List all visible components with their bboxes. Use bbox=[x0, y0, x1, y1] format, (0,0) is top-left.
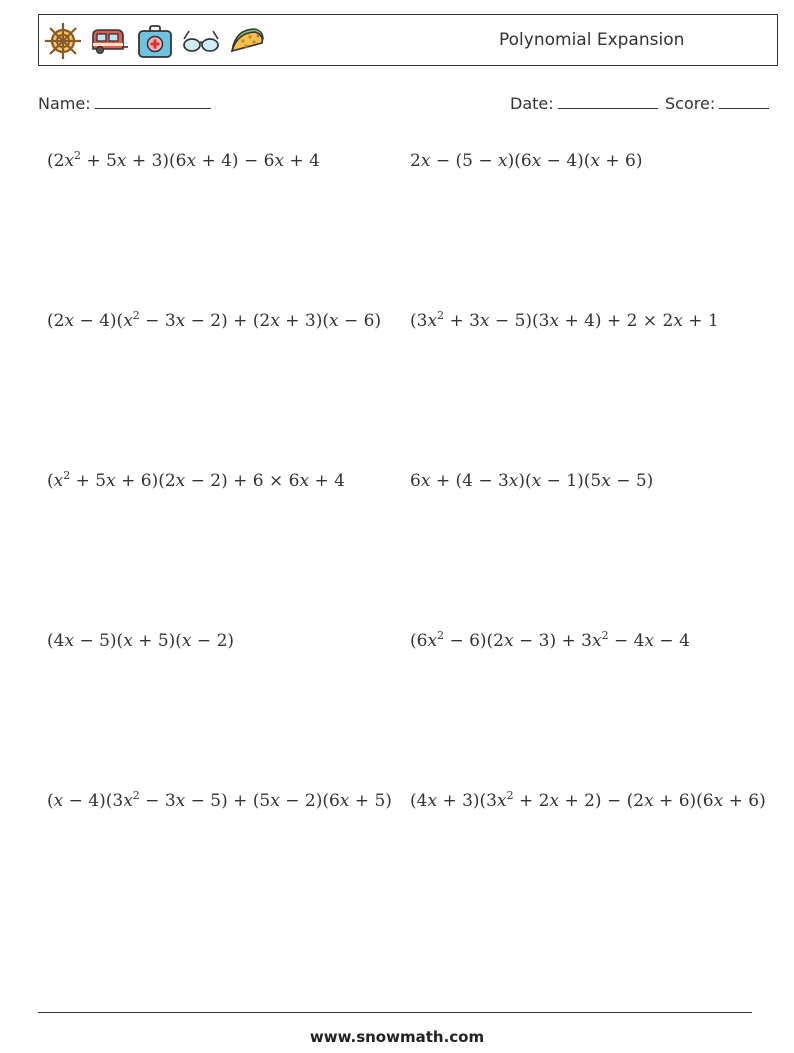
score-blank[interactable] bbox=[719, 92, 769, 109]
problem-7: (4x − 5)(x + 5)(x − 2) bbox=[47, 631, 235, 651]
header-box bbox=[38, 14, 778, 66]
problem-8: $(6x^2 - 6)(2x - 3) + 3x^2 - 4x - 4$ bbox=[410, 629, 690, 651]
date-label: Date: bbox=[510, 94, 554, 113]
problem-6: 6x + (4 − 3x)(x − 1)(5x − 5) bbox=[410, 471, 654, 491]
problem-2: 2x − (5 − x)(6x − 4)(x + 6) bbox=[410, 151, 643, 171]
ship-wheel-icon bbox=[43, 21, 83, 61]
problem-9: $(x - 4)(3x^2 - 3x - 5) + (5x - 2)(6x + 5)$ bbox=[47, 789, 392, 811]
date-field[interactable] bbox=[510, 92, 658, 113]
worksheet-title: Polynomial Expansion bbox=[499, 30, 685, 50]
problem-3: $(2x - 4)(x^2 - 3x - 2) + (2x + 3)(x - 6)$ bbox=[47, 309, 382, 331]
taco-icon bbox=[227, 21, 267, 61]
footer-site: www.snowmath.com bbox=[309, 1028, 485, 1046]
name-label: Name: bbox=[38, 94, 91, 113]
problem-10: $(4x + 3)(3x^2 + 2x + 2) - (2x + 6)(6x + 6)$ bbox=[410, 789, 766, 811]
header-icons bbox=[43, 21, 267, 61]
name-field[interactable] bbox=[38, 92, 211, 113]
camper-van-icon bbox=[89, 21, 129, 61]
name-blank[interactable] bbox=[95, 92, 211, 109]
score-label: Score: bbox=[665, 94, 716, 113]
problem-4: $(3x^2 + 3x - 5)(3x + 4) + 2 \times 2x + 1$ bbox=[410, 309, 719, 331]
problem-1: $(2x^2 + 5x + 3)(6x + 4) - 6x + 4$ bbox=[47, 149, 320, 171]
footer-rule bbox=[38, 1012, 752, 1013]
score-field[interactable] bbox=[665, 92, 769, 113]
date-blank[interactable] bbox=[558, 92, 658, 109]
sunglasses-icon bbox=[181, 21, 221, 61]
problem-5: $(x^2 + 5x + 6)(2x - 2) + 6 \times 6x + 4$ bbox=[47, 469, 345, 491]
first-aid-kit-icon bbox=[135, 21, 175, 61]
